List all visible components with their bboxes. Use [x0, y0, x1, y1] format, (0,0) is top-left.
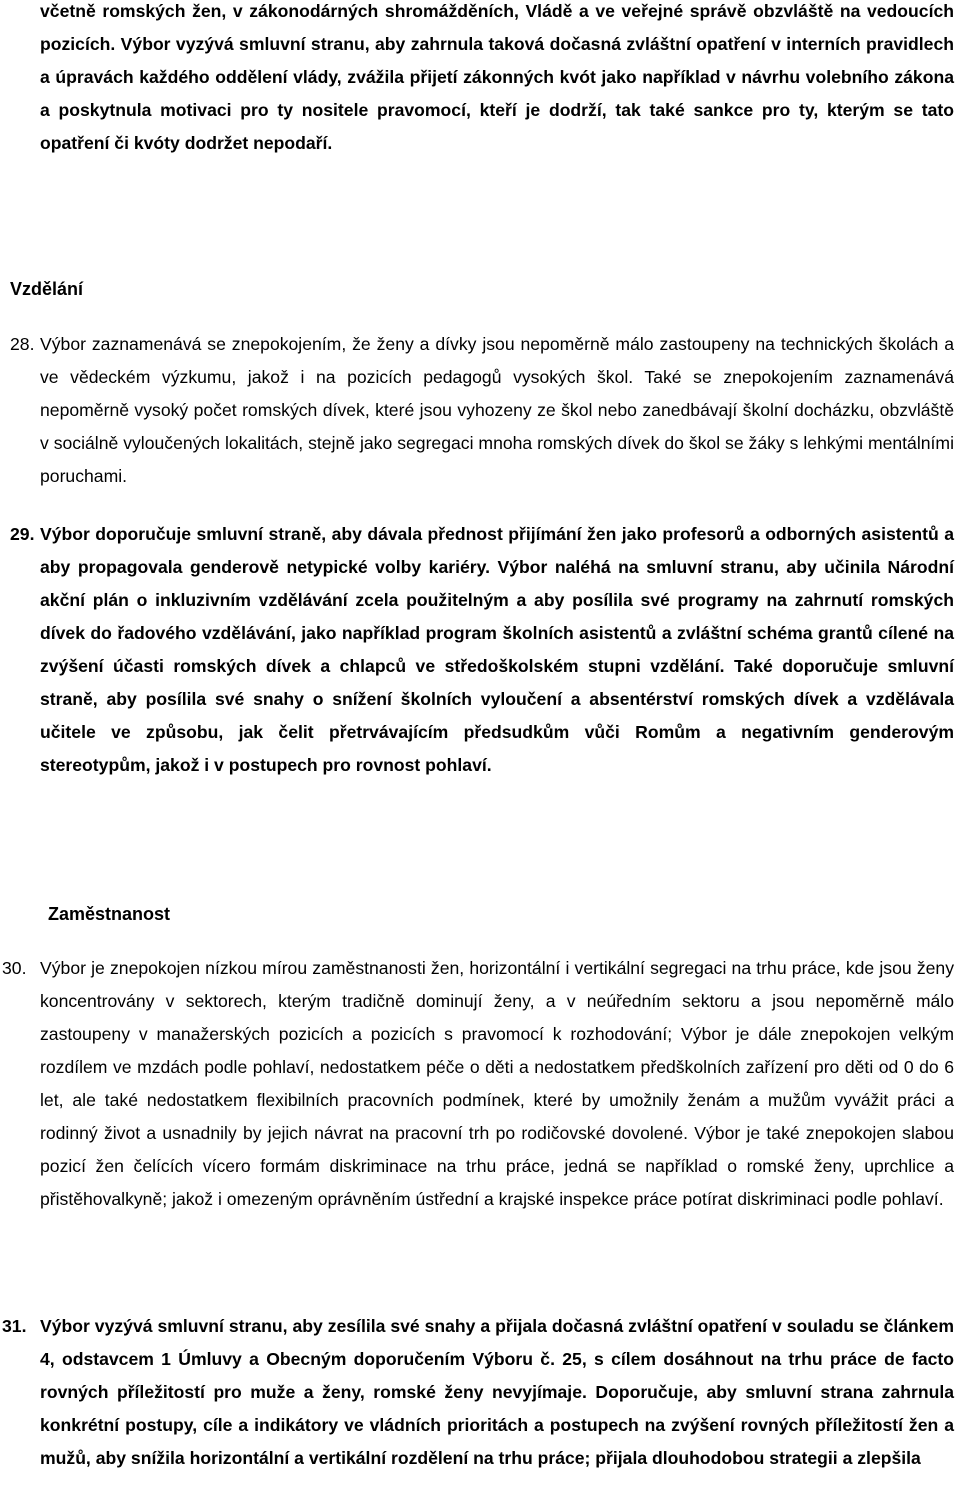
paragraph-text: Výbor zaznamenává se znepokojením, že ženy a dívky jsou nepoměrně málo zastoupeny na technických školách a ve vědeckém výzkumu, jakož i na pozicích pedagogů vysokých škol. Také se znepokojením zaznamenává nepoměrně vysoký počet romských dívek, které jsou vyhozeny ze škol nebo zanedbávají školní docházku, obzvláště v sociálně vyloučených lokalitách, stejně jako segregaci mnoha romských dívek do škol se žáky s lehkými mentálními poruchami.: [40, 334, 954, 486]
paragraph-number: 30.: [2, 958, 27, 978]
section-heading-employment: Zaměstnanost: [48, 904, 171, 924]
paragraph-text: Výbor doporučuje smluvní straně, aby dávala přednost přijímání žen jako profesorů a odborných asistentů a aby propagovala genderově netypické volby kariéry. Výbor naléhá na smluvní stranu, aby učinila Národní akční plán o inkluzivním vzdělávání zcela použitelným a aby posílila své programy na zahrnutí romských dívek do řadového vzdělávání, jako například program školních asistentů a zvláštní schéma grantů cílené na zvýšení účasti romských dívek a chlapců ve středoškolském stupni vzdělání. Také doporučuje smluvní straně, aby posílila své snahy o snížení školních vyloučení a absentérství romských dívek a vzdělávala učitele ve způsobu, jak čelit přetrvávajícím předsudkům vůči Romům a negativním genderovým stereotypům, jakož i v postupech pro rovnost pohlaví.: [40, 524, 954, 775]
paragraph-number: 29.: [10, 524, 35, 544]
paragraph-text: Výbor je znepokojen nízkou mírou zaměstnanosti žen, horizontální i vertikální segregaci na trhu práce, kde jsou ženy koncentrovány v sektorech, kterým tradičně dominují ženy, a v neúředním sektoru a jsou nepoměrně málo zastoupeny v manažerských pozicích a pozicích s pravomocí k rozhodování; Výbor je dále znepokojen velkým rozdílem ve mzdách podle pohlaví, nedostatkem péče o děti a nedostatkem předškolních zařízení pro děti od 0 do 6 let, ale také nedostatkem flexibilních pracovních podmínek, které by umožnily ženám a mužům vyvážit práci a rodinný život a usnadnily by jejich návrat na pracovní trh po rodičovské dovolené. Výbor je také znepokojen slabou pozicí žen čelících vícero formám diskriminace na trhu práce, jedná se například o romské ženy, uprchlice a přistěhovalkyně; jakož i omezeným oprávněním ústřední a krajské inspekce práce potírat diskriminaci podle pohlaví.: [40, 958, 954, 1209]
paragraph-number: 31.: [2, 1316, 27, 1336]
intro-paragraph: včetně romských žen, v zákonodárných shromážděních, Vládě a ve veřejné správě obzvláště na vedoucích pozicích. Výbor vyzývá smluvní stranu, aby zahrnula taková dočasná zvláštní opatření v interních pravidlech a úpravách každého oddělení vlády, zvážila přijetí zákonných kvót jako například v návrhu volebního zákona a poskytnula motivaci pro ty nositele pravomocí, kteří je dodrží, tak také sankce pro ty, kterým se tato opatření či kvóty dodržet nepodaří.: [40, 1, 954, 153]
paragraph-text: Výbor vyzývá smluvní stranu, aby zesílila své snahy a přijala dočasná zvláštní opatření v souladu se článkem 4, odstavcem 1 Úmluvy a Obecným doporučením Výboru č. 25, s cílem dosáhnout na trhu práce de facto rovných příležitostí pro muže a ženy, romské ženy nevyjímaje. Doporučuje, aby smluvní strana zahrnula konkrétní postupy, cíle a indikátory ve vládních prioritách a postupech na zvýšení rovných příležitostí žen a mužů, aby snížila horizontální a vertikální rozdělení na trhu práce; přijala dlouhodobou strategii a zlepšila: [40, 1316, 954, 1468]
section-heading-education: Vzdělání: [10, 279, 84, 299]
paragraph-number: 28.: [10, 334, 35, 354]
